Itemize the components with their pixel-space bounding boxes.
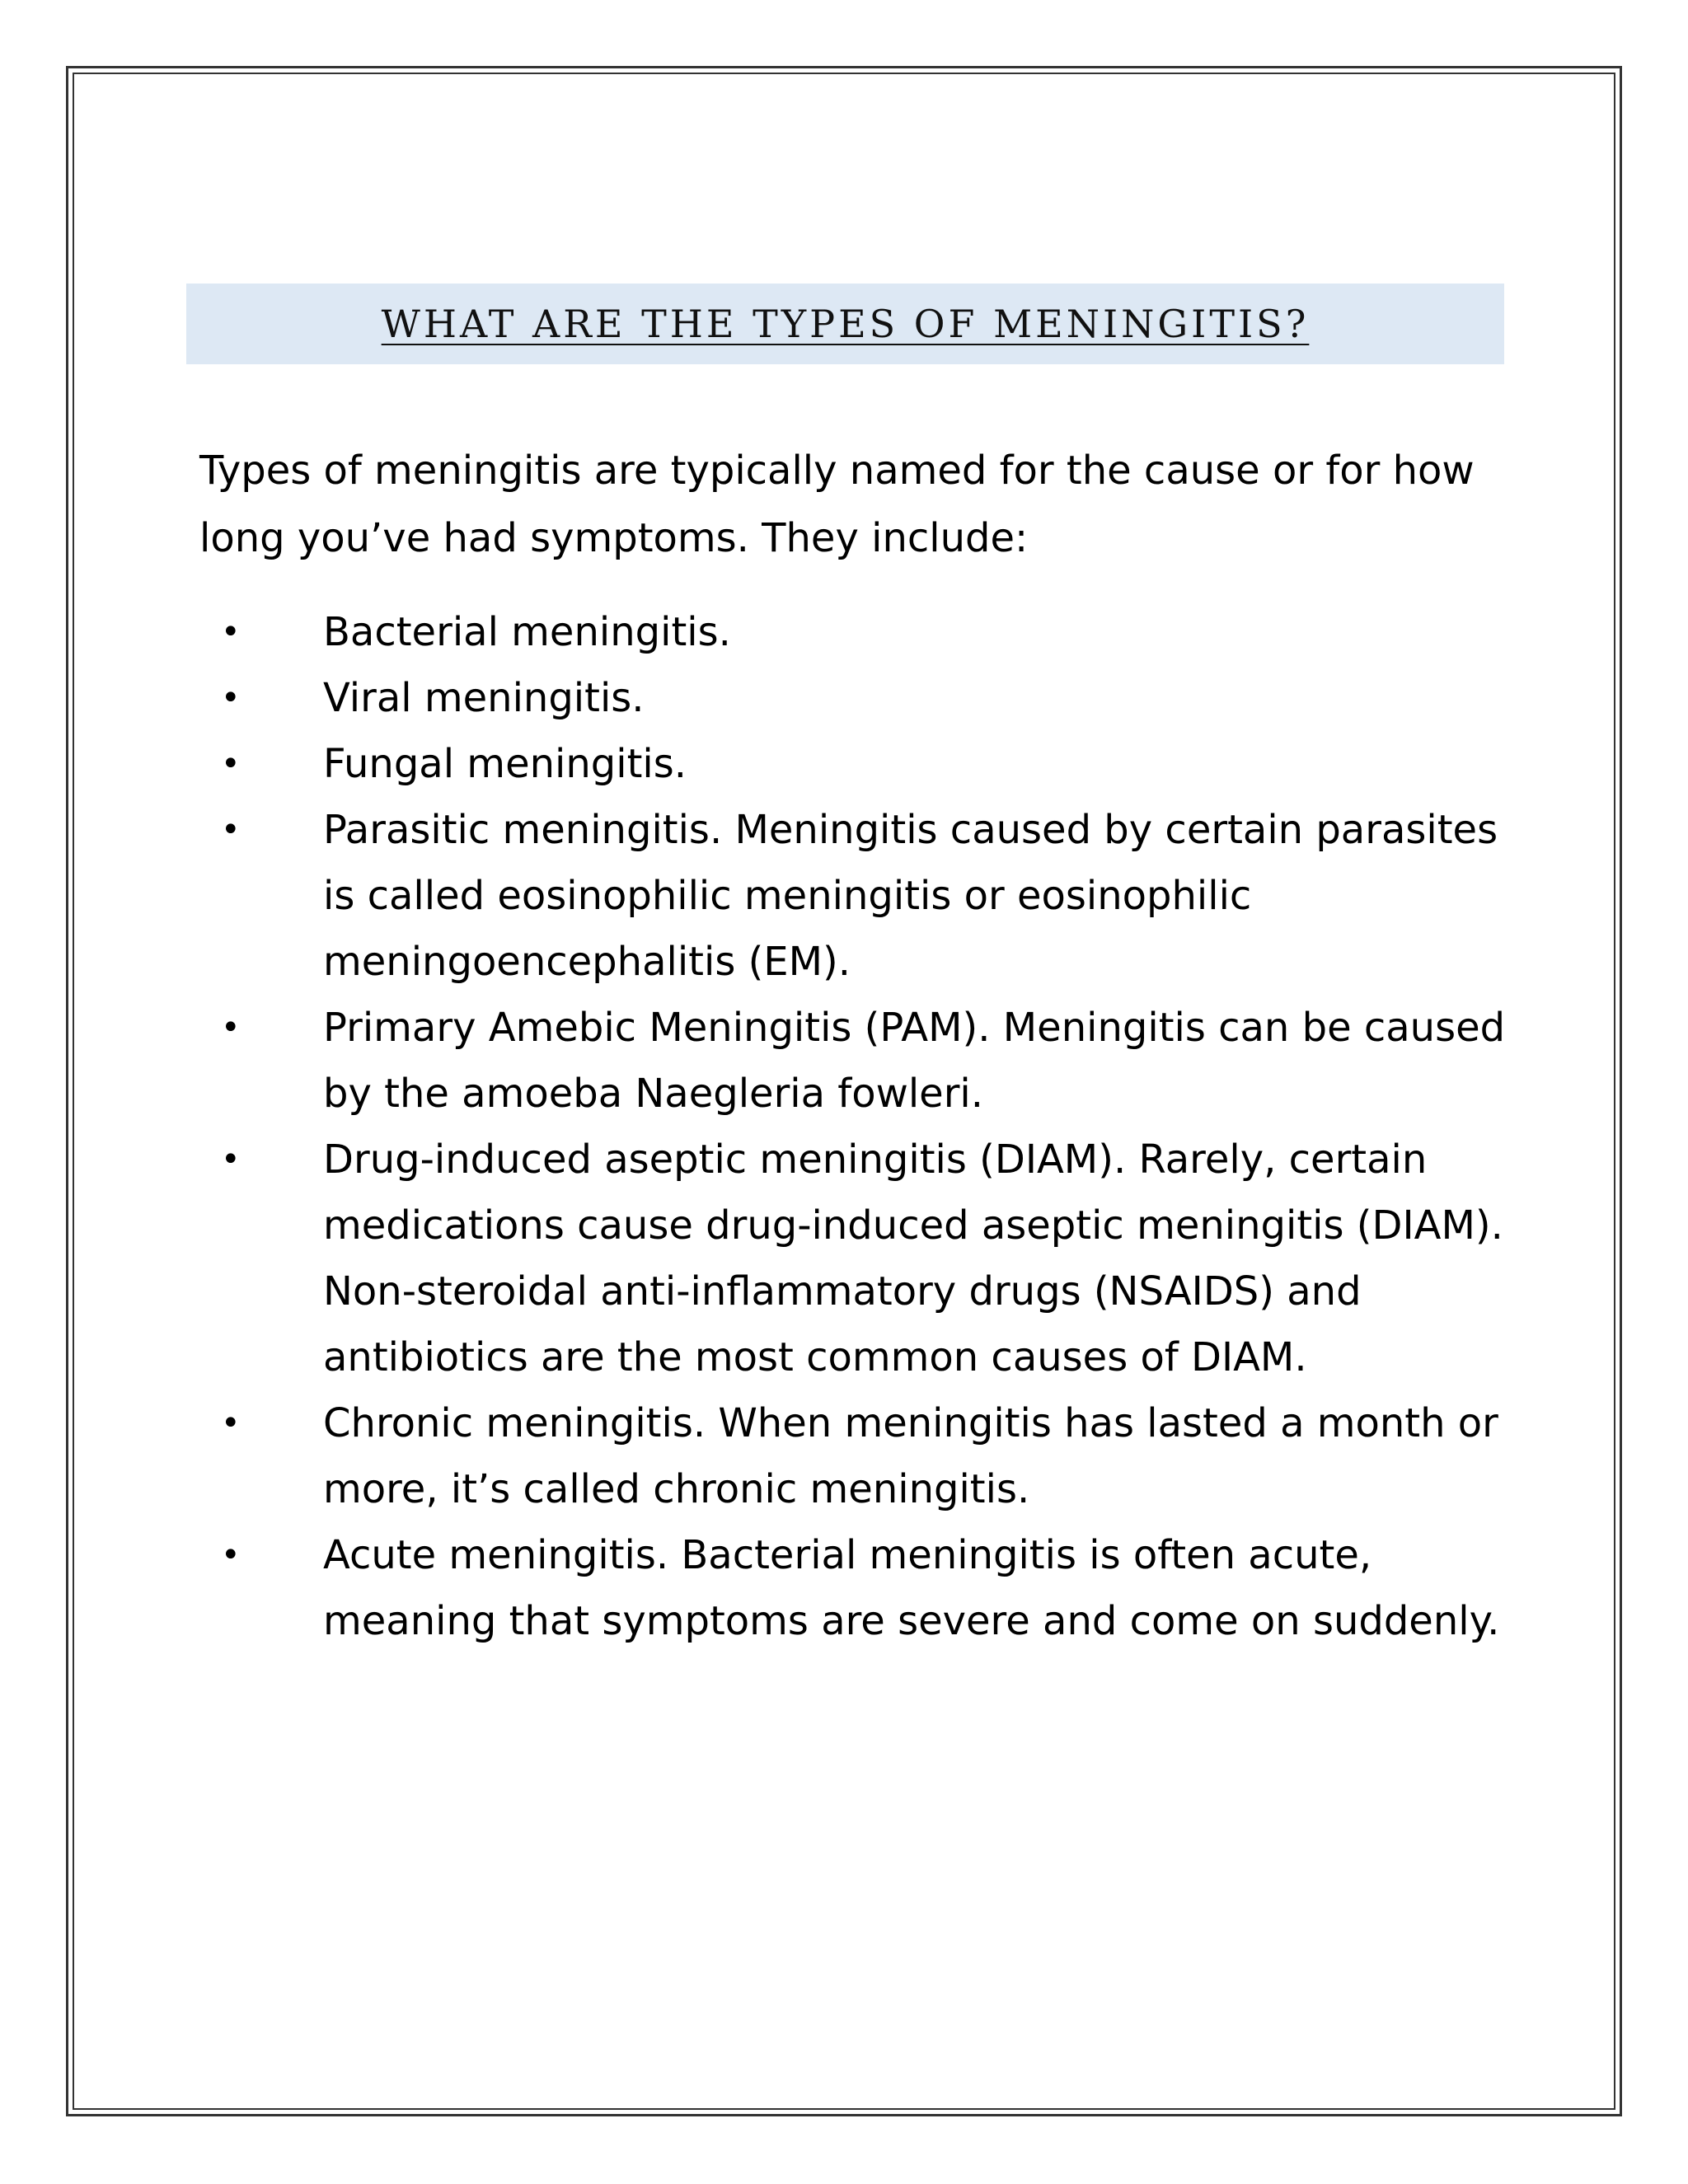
list-item xyxy=(199,995,1510,1127)
bullet-icon: • xyxy=(221,811,241,849)
list-item-text: Primary Amebic Meningitis (PAM). Meningitis can be caused by the amoeba Naegleria fowleri. xyxy=(323,1005,1506,1117)
list-item-text: Fungal meningitis. xyxy=(323,741,687,787)
list-item xyxy=(199,1522,1510,1654)
bullet-icon: • xyxy=(221,1141,241,1179)
list-item xyxy=(199,797,1510,995)
meningitis-types-list xyxy=(199,599,1510,1654)
bullet-icon: • xyxy=(221,1009,241,1047)
bullet-icon: • xyxy=(221,679,241,717)
list-item xyxy=(199,1390,1510,1522)
list-item xyxy=(199,599,1510,665)
list-item xyxy=(199,731,1510,797)
list-item-text: Parasitic meningitis. Meningitis caused by certain parasites is called eosinophilic meningitis or eosinophilic meningoencephalitis (EM). xyxy=(323,807,1498,985)
list-item xyxy=(199,665,1510,731)
heading-band xyxy=(186,284,1504,364)
list-item-text: Acute meningitis. Bacterial meningitis is often acute, meaning that symptoms are severe and come on suddenly. xyxy=(323,1532,1500,1644)
bullet-icon: • xyxy=(221,613,241,651)
list-item-text: Chronic meningitis. When meningitis has lasted a month or more, it’s called chronic meningitis. xyxy=(323,1400,1498,1512)
bullet-icon: • xyxy=(221,745,241,783)
bullet-icon: • xyxy=(221,1404,241,1442)
bullet-icon: • xyxy=(221,1536,241,1574)
list-item-text: Bacterial meningitis. xyxy=(323,609,731,655)
list-item xyxy=(199,1127,1510,1390)
list-item-text: Viral meningitis. xyxy=(323,675,645,721)
intro-paragraph: Types of meningitis are typically named for the cause or for how long you’ve had symptoms. They include: xyxy=(199,448,1475,561)
list-item-text: Drug-induced aseptic meningitis (DIAM). Rarely, certain medications cause drug-induced aseptic meningitis (DIAM). Non-steroidal anti-inflammatory drugs (NSAIDS) and antibiotics are the most common causes of DIAM. xyxy=(323,1137,1503,1380)
page-title: WHAT ARE THE TYPES OF MENINGITIS? xyxy=(381,302,1310,346)
